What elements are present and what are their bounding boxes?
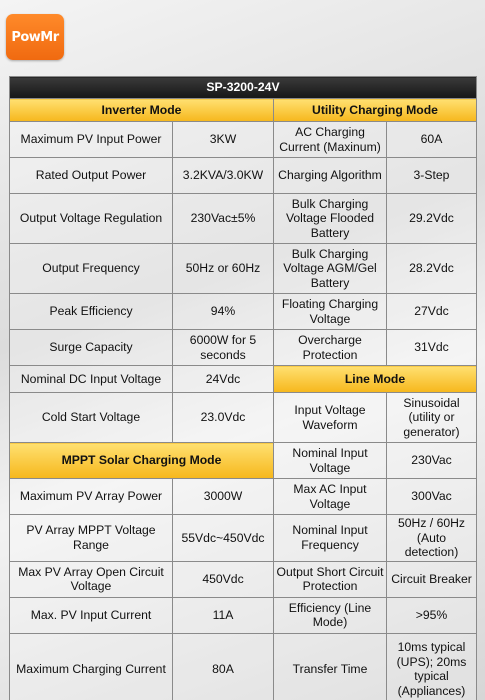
spec-value: 3-Step — [387, 158, 477, 194]
spec-value: Sinusoidal (utility or generator) — [387, 393, 477, 443]
spec-value: 29.2Vdc — [387, 194, 477, 244]
table-row — [10, 479, 477, 515]
spec-value: 60A — [387, 122, 477, 158]
spec-label: Max. PV Input Current — [10, 597, 173, 633]
section-inverter-mode: Inverter Mode — [10, 99, 274, 122]
spec-label: Cold Start Voltage — [10, 393, 173, 443]
spec-value: 94% — [173, 294, 274, 330]
spec-value: 55Vdc~450Vdc — [173, 515, 274, 562]
table-row — [10, 122, 477, 158]
spec-table — [9, 76, 477, 700]
spec-value: >95% — [387, 597, 477, 633]
table-row — [10, 443, 477, 479]
spec-label: Peak Efficiency — [10, 294, 173, 330]
spec-value: 27Vdc — [387, 294, 477, 330]
spec-value: 3000W — [173, 479, 274, 515]
spec-label: Transfer Time — [274, 633, 387, 700]
spec-value: Circuit Breaker — [387, 561, 477, 597]
table-row — [10, 158, 477, 194]
spec-label: Maximum Charging Current — [10, 633, 173, 700]
spec-label: Max PV Array Open Circuit Voltage — [10, 561, 173, 597]
spec-label: Output Voltage Regulation — [10, 194, 173, 244]
spec-value: 50Hz or 60Hz — [173, 244, 274, 294]
table-row — [10, 393, 477, 443]
spec-label: Surge Capacity — [10, 330, 173, 366]
table-row — [10, 194, 477, 244]
powmr-logo: PowMr — [6, 14, 64, 60]
table-row — [10, 633, 477, 700]
table-row — [10, 597, 477, 633]
spec-value: 10ms typical (UPS); 20ms typical (Appliances) — [387, 633, 477, 700]
spec-value: 50Hz / 60Hz (Auto detection) — [387, 515, 477, 562]
model-title: SP-3200-24V — [10, 77, 477, 99]
table-row — [10, 330, 477, 366]
spec-value: 24Vdc — [173, 366, 274, 393]
spec-value: 230Vac±5% — [173, 194, 274, 244]
spec-label: AC Charging Current (Maxinum) — [274, 122, 387, 158]
spec-label: Floating Charging Voltage — [274, 294, 387, 330]
spec-label: PV Array MPPT Voltage Range — [10, 515, 173, 562]
spec-label: Nominal Input Voltage — [274, 443, 387, 479]
spec-value: 230Vac — [387, 443, 477, 479]
spec-label: Efficiency (Line Mode) — [274, 597, 387, 633]
spec-label: Input Voltage Waveform — [274, 393, 387, 443]
section-utility-charging-mode: Utility Charging Mode — [274, 99, 477, 122]
spec-label: Nominal DC Input Voltage — [10, 366, 173, 393]
spec-value: 3KW — [173, 122, 274, 158]
spec-value: 450Vdc — [173, 561, 274, 597]
spec-label: Output Frequency — [10, 244, 173, 294]
spec-value: 3.2KVA/3.0KW — [173, 158, 274, 194]
spec-label: Bulk Charging Voltage Flooded Battery — [274, 194, 387, 244]
table-row — [10, 294, 477, 330]
section-line-mode: Line Mode — [274, 366, 477, 393]
spec-value: 11A — [173, 597, 274, 633]
spec-label: Rated Output Power — [10, 158, 173, 194]
spec-label: Nominal Input Frequency — [274, 515, 387, 562]
spec-label: Overcharge Protection — [274, 330, 387, 366]
spec-label: Max AC Input Voltage — [274, 479, 387, 515]
table-row — [10, 366, 477, 393]
spec-label: Output Short Circuit Protection — [274, 561, 387, 597]
spec-value: 80A — [173, 633, 274, 700]
table-row — [10, 244, 477, 294]
spec-value: 300Vac — [387, 479, 477, 515]
spec-value: 28.2Vdc — [387, 244, 477, 294]
spec-value: 6000W for 5 seconds — [173, 330, 274, 366]
spec-value: 23.0Vdc — [173, 393, 274, 443]
spec-value: 31Vdc — [387, 330, 477, 366]
table-row — [10, 515, 477, 562]
spec-label: Maximum PV Array Power — [10, 479, 173, 515]
section-mppt-solar-charging-mode: MPPT Solar Charging Mode — [10, 443, 274, 479]
spec-label: Maximum PV Input Power — [10, 122, 173, 158]
spec-label: Charging Algorithm — [274, 158, 387, 194]
spec-label: Bulk Charging Voltage AGM/Gel Battery — [274, 244, 387, 294]
table-row — [10, 561, 477, 597]
